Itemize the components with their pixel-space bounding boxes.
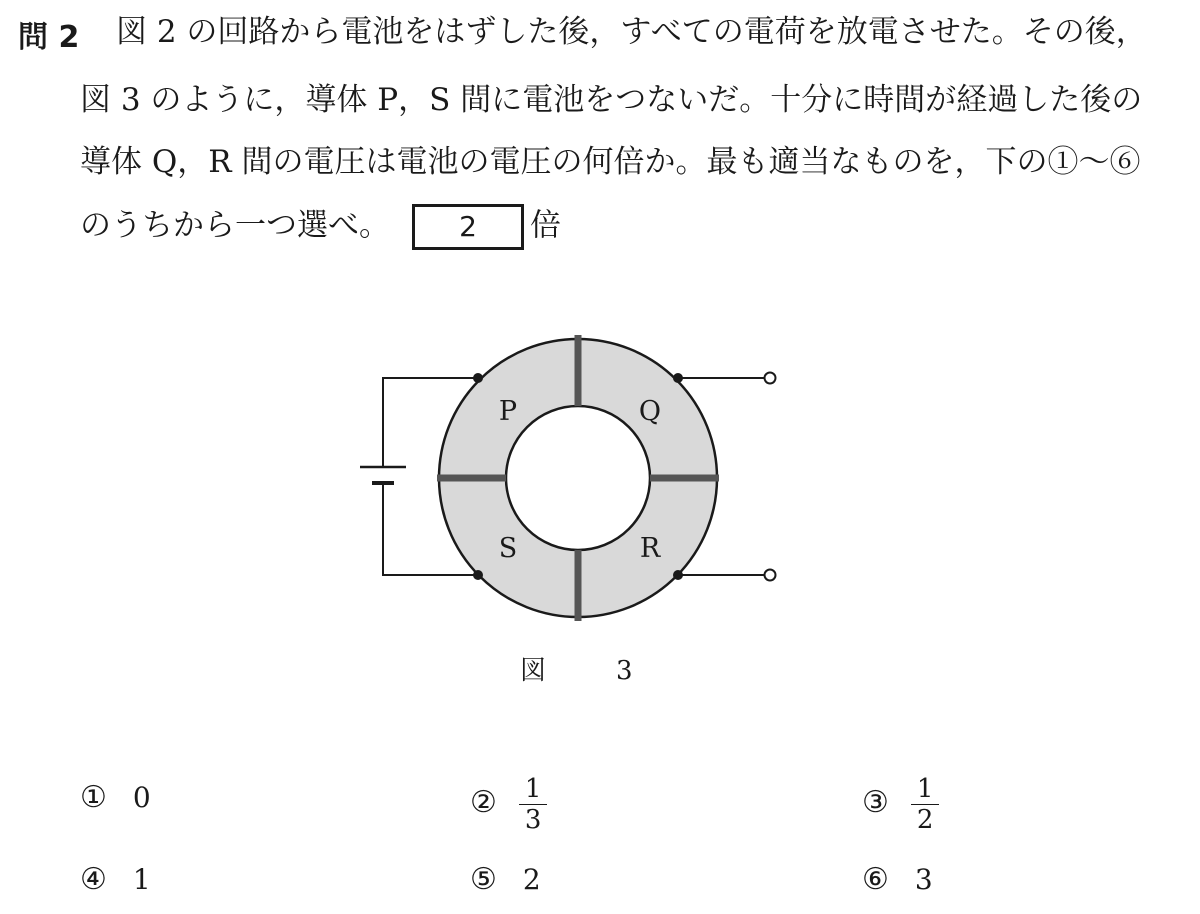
terminal-r — [765, 570, 776, 581]
choice-mark: ① — [80, 780, 107, 815]
answer-suffix: 倍 — [530, 207, 561, 244]
label-q: Q — [638, 396, 662, 427]
label-r: R — [639, 533, 661, 564]
choice-6[interactable] — [862, 862, 933, 898]
question-text-line-1: 図 2 の回路から電池をはずした後，すべての電荷を放電させた。その後， — [116, 14, 1147, 50]
choice-5[interactable] — [470, 862, 541, 898]
answer-box: 2 — [412, 204, 524, 250]
choice-mark: ⑤ — [470, 862, 497, 897]
question-text-line-4: のうちから一つ選べ。 — [80, 207, 390, 244]
choice-value: 0 — [132, 781, 151, 814]
ring-hole — [506, 406, 650, 550]
question-number: 問 2 — [18, 20, 80, 55]
fraction-denominator: 2 — [916, 805, 934, 835]
choice-value: 3 — [914, 863, 933, 896]
fraction-numerator: 1 — [519, 774, 548, 805]
fraction — [519, 774, 548, 835]
choice-3[interactable] — [862, 774, 939, 835]
question-text-line-3: 導体 Q，R 間の電圧は電池の電圧の何倍か。最も適当なものを，下の①～⑥ — [80, 144, 1141, 180]
choice-value: 2 — [522, 863, 541, 896]
fraction — [911, 774, 940, 835]
figure-caption: 図 3 — [520, 656, 655, 686]
choice-mark: ② — [470, 785, 497, 820]
choice-mark: ④ — [80, 862, 107, 897]
choice-mark: ③ — [862, 785, 889, 820]
choice-2[interactable] — [470, 774, 547, 835]
fraction-numerator: 1 — [911, 774, 940, 805]
choice-1[interactable] — [80, 780, 151, 816]
label-p: P — [498, 396, 518, 427]
fraction-denominator: 3 — [524, 805, 542, 835]
terminal-q — [765, 373, 776, 384]
choice-value: 1 — [132, 863, 151, 896]
choice-mark: ⑥ — [862, 862, 889, 897]
label-s: S — [498, 533, 518, 564]
battery-icon — [360, 467, 406, 483]
choice-4[interactable] — [80, 862, 151, 898]
question-text-line-2: 図 3 のように，導体 P，S 間に電池をつないだ。十分に時間が経過した後の — [80, 82, 1143, 118]
